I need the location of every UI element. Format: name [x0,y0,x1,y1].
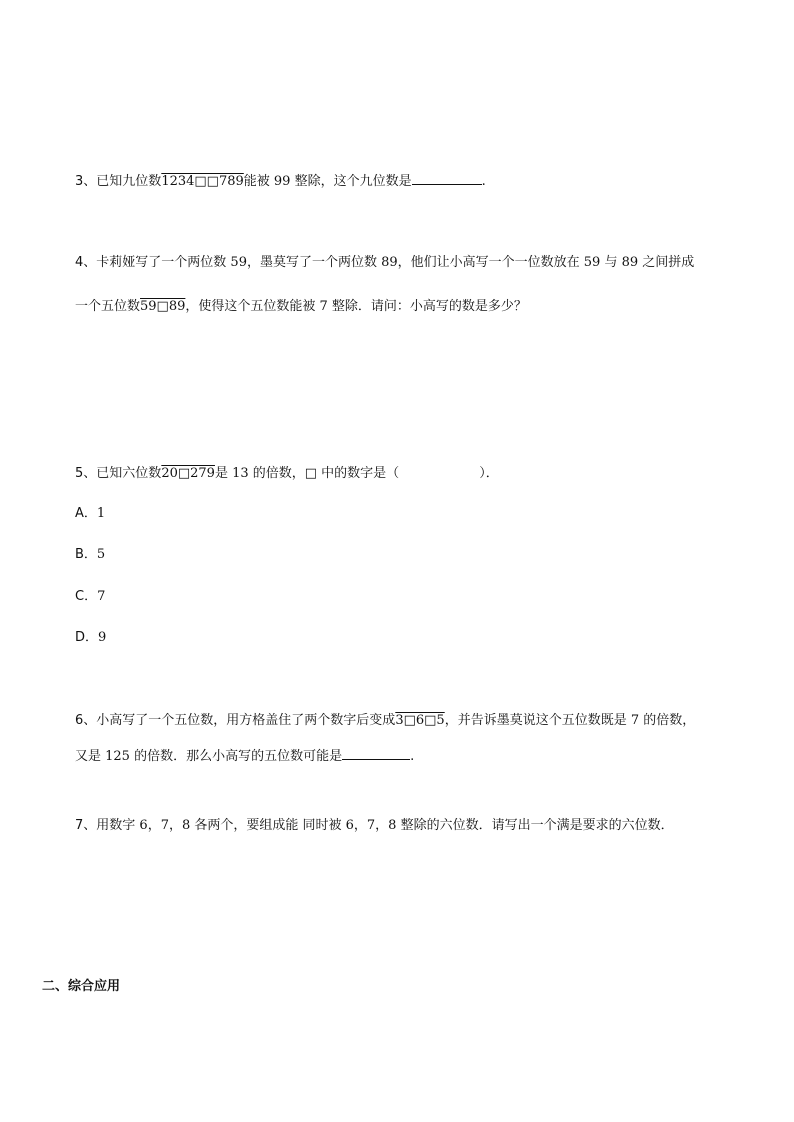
option-letter: B． [75,547,97,562]
option-value: 5 [96,547,106,562]
overlined-number: 59□89 [140,299,186,314]
question-text: 能被 99 整除，这个九位数是 [243,174,412,189]
question-end: . [481,174,486,189]
question-7 [75,818,674,834]
question-separator: 、 [83,255,97,270]
option-letter: C． [75,589,98,604]
question-separator: 、 [83,466,97,481]
overlined-number: 3□6□5 [395,713,445,728]
overlined-number: 1234□□789 [161,174,244,189]
option-letter: D． [75,630,99,645]
question-number: 6 [75,713,84,728]
question-text: ，并告诉墨莫说这个五位数既是 7 的倍数， [444,713,696,728]
question-end: . [410,749,415,764]
section-heading: 二、综合应用 [42,979,121,994]
question-text: 小高写了一个五位数，用方格盖住了两个数字后变成 [96,713,396,728]
option-value: 7 [97,589,106,604]
question-end: ）． [479,466,499,481]
question-separator: 、 [83,818,97,833]
question-number: 3 [75,174,84,189]
question-separator: 、 [83,174,97,189]
question-text: ，使得这个五位数能被 7 整除．请问：小高写的数是多少？ [185,299,527,314]
option-letter: A． [75,506,97,521]
question-text: 一个五位数 [75,299,141,314]
question-4 [75,255,694,271]
question-text: 是 13 的倍数，□ 中的数字是（ [214,466,400,481]
option-value: 9 [98,630,107,645]
option-a[interactable] [75,506,105,522]
question-text: 用数字 6，7，8 各两个，要组成能 同时被 6，7，8 整除的六位数．请写出一个满是要求的六位数． [96,818,674,833]
question-separator: 、 [83,713,97,728]
question-number: 7 [75,818,84,833]
option-c[interactable] [75,589,105,605]
answer-blank[interactable] [412,172,482,185]
question-text: 已知六位数 [96,466,162,481]
option-value: 1 [96,506,106,521]
question-6-line-2 [75,747,414,765]
question-5 [75,466,499,482]
overlined-number: 20□279 [161,466,215,481]
question-number: 4 [75,255,84,270]
question-number: 5 [75,466,84,481]
option-d[interactable] [75,630,106,646]
question-text: 已知九位数 [96,174,162,189]
question-3 [75,172,486,190]
question-text: 卡莉娅写了一个两位数 59，墨莫写了一个两位数 89，他们让小高写一个一位数放在 59 与 89 之间拼成 [96,255,695,270]
question-text: 又是 125 的倍数．那么小高写的五位数可能是 [75,749,343,764]
answer-blank[interactable] [342,747,410,760]
question-4-line-2 [75,299,527,315]
option-b[interactable] [75,547,105,563]
question-6 [75,713,695,729]
